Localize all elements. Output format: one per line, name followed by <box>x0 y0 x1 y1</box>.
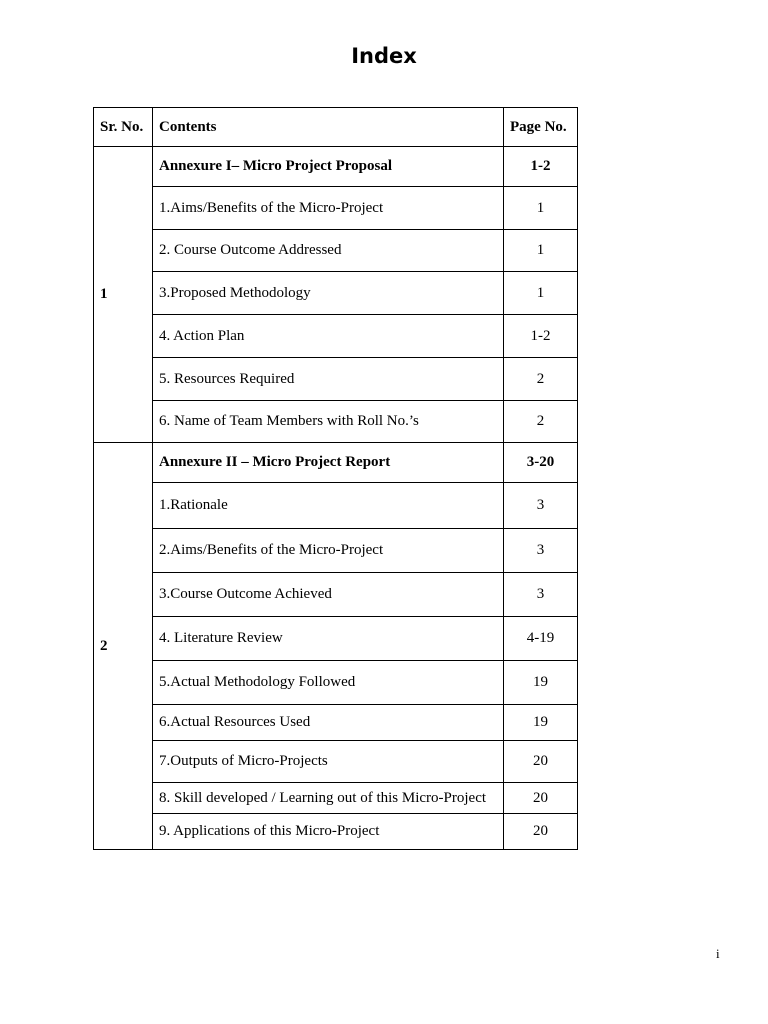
table-row <box>94 814 578 850</box>
header-page-no: Page No. <box>504 108 578 147</box>
page-cell: 1 <box>504 187 578 230</box>
table-row <box>94 230 578 272</box>
header-contents: Contents <box>153 108 504 147</box>
table-row <box>94 358 578 401</box>
content-cell: 7.Outputs of Micro-Projects <box>153 741 504 783</box>
content-cell: 3.Course Outcome Achieved <box>153 573 504 617</box>
page-cell: 3 <box>504 573 578 617</box>
table-row <box>94 315 578 358</box>
table-header-row <box>94 108 578 147</box>
content-cell: 2.Aims/Benefits of the Micro-Project <box>153 529 504 573</box>
table-row <box>94 401 578 443</box>
table-row <box>94 617 578 661</box>
page-cell: 2 <box>504 401 578 443</box>
table-row <box>94 783 578 814</box>
page-cell: 4-19 <box>504 617 578 661</box>
table-row <box>94 147 578 187</box>
page-title: Index <box>351 44 417 68</box>
section-page: 1-2 <box>504 147 578 187</box>
page-cell: 19 <box>504 661 578 705</box>
section-page: 3-20 <box>504 443 578 483</box>
page-number: i <box>716 946 720 961</box>
page-cell: 1 <box>504 230 578 272</box>
page-cell: 1-2 <box>504 315 578 358</box>
table-row <box>94 705 578 741</box>
sr-no-cell: 2 <box>94 443 153 850</box>
page-cell: 19 <box>504 705 578 741</box>
content-cell: 9. Applications of this Micro-Project <box>153 814 504 850</box>
content-cell: 1.Rationale <box>153 483 504 529</box>
section-title: Annexure II – Micro Project Report <box>153 443 504 483</box>
page-cell: 20 <box>504 741 578 783</box>
section-title: Annexure I– Micro Project Proposal <box>153 147 504 187</box>
page-cell: 20 <box>504 814 578 850</box>
content-cell: 4. Literature Review <box>153 617 504 661</box>
page-cell: 3 <box>504 529 578 573</box>
content-cell: 6.Actual Resources Used <box>153 705 504 741</box>
content-cell: 5.Actual Methodology Followed <box>153 661 504 705</box>
content-cell: 8. Skill developed / Learning out of this Micro-Project <box>153 783 504 814</box>
sr-no-cell: 1 <box>94 147 153 443</box>
table-row <box>94 529 578 573</box>
content-cell: 4. Action Plan <box>153 315 504 358</box>
table-row <box>94 661 578 705</box>
content-cell: 3.Proposed Methodology <box>153 272 504 315</box>
page-cell: 2 <box>504 358 578 401</box>
content-cell: 1.Aims/Benefits of the Micro-Project <box>153 187 504 230</box>
table-row <box>94 483 578 529</box>
table-row <box>94 741 578 783</box>
header-sr-no: Sr. No. <box>94 108 153 147</box>
table-row <box>94 443 578 483</box>
page-cell: 20 <box>504 783 578 814</box>
content-cell: 2. Course Outcome Addressed <box>153 230 504 272</box>
table-row <box>94 272 578 315</box>
index-table <box>93 107 578 850</box>
page-cell: 3 <box>504 483 578 529</box>
content-cell: 5. Resources Required <box>153 358 504 401</box>
table-row <box>94 573 578 617</box>
table-row <box>94 187 578 230</box>
content-cell: 6. Name of Team Members with Roll No.’s <box>153 401 504 443</box>
page-cell: 1 <box>504 272 578 315</box>
